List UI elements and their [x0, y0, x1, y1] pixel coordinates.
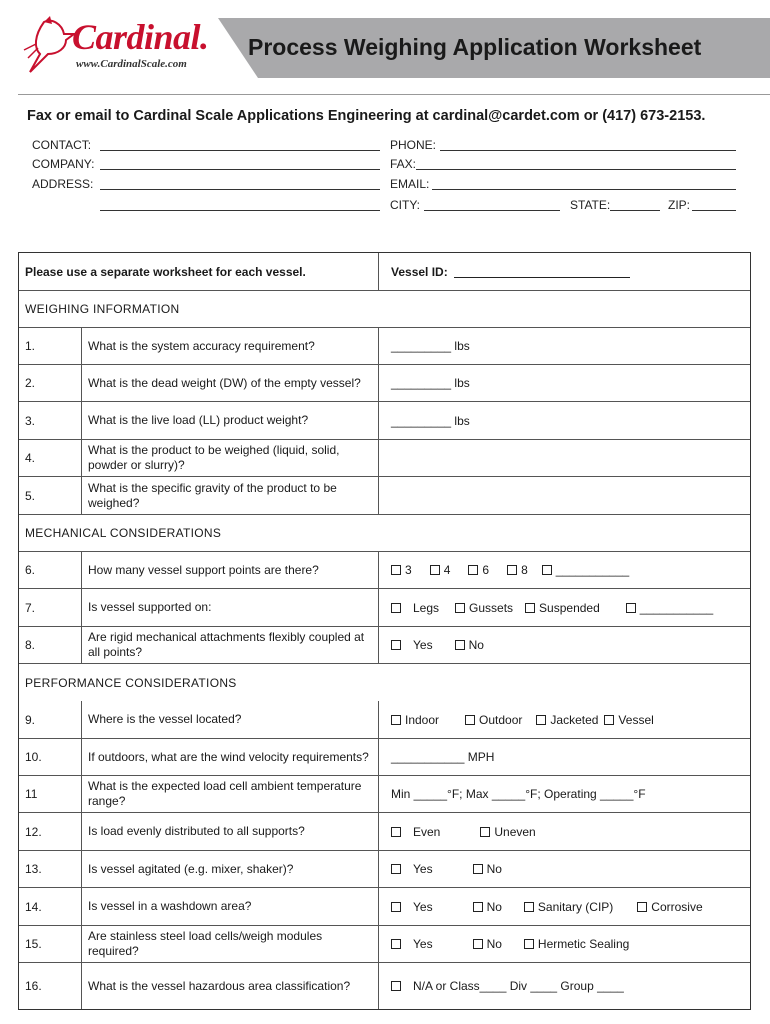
answer-option[interactable] — [391, 638, 433, 652]
question-number: 11 — [19, 776, 82, 812]
question-text: What is the live load (LL) product weight? — [82, 402, 379, 439]
answer-option[interactable] — [626, 601, 713, 615]
answer-cell[interactable] — [379, 926, 750, 962]
answer-option[interactable] — [637, 900, 702, 914]
question-row — [19, 776, 750, 813]
answer-option-label: 3 — [405, 563, 412, 577]
answer-cell[interactable] — [379, 627, 750, 663]
answer-cell[interactable] — [379, 328, 750, 364]
question-text: How many vessel support points are there? — [82, 552, 379, 588]
fax-label: FAX: — [390, 157, 417, 171]
question-text: Is vessel agitated (e.g. mixer, shaker)? — [82, 851, 379, 887]
answer-option[interactable] — [542, 563, 629, 577]
checkbox-icon[interactable] — [524, 939, 534, 949]
answer-option[interactable] — [473, 862, 502, 876]
answer-cell[interactable] — [379, 365, 750, 401]
contact-label: CONTACT: — [32, 138, 92, 152]
email-label: EMAIL: — [390, 177, 430, 191]
answer-option-label: Uneven — [494, 824, 536, 839]
answer-option[interactable] — [468, 563, 489, 577]
checkbox-icon[interactable] — [480, 827, 490, 837]
question-number: 2. — [19, 365, 82, 401]
answer-option-label: No — [468, 638, 484, 652]
answer-option-label: Outdoor — [479, 712, 523, 727]
zip-label: ZIP: — [668, 198, 691, 212]
answer-cell[interactable] — [379, 963, 750, 1009]
question-number: 12. — [19, 813, 82, 850]
question-text: Are stainless steel load cells/weigh modules required? — [82, 926, 379, 962]
question-text: If outdoors, what are the wind velocity requirements? — [82, 739, 379, 775]
question-text: Where is the vessel located? — [82, 701, 379, 738]
question-text: Is vessel supported on: — [82, 589, 379, 626]
section-weighing-information: WEIGHING INFORMATION — [19, 291, 750, 328]
question-number: 5. — [19, 477, 82, 514]
checkbox-icon[interactable] — [465, 715, 475, 725]
question-row — [19, 851, 750, 888]
question-row — [19, 589, 750, 627]
answer-option-label: Jacketed — [550, 712, 599, 727]
fax-field[interactable] — [416, 169, 736, 170]
checkbox-icon[interactable] — [626, 603, 636, 613]
question-text: What is the specific gravity of the product to be weighed? — [82, 477, 379, 514]
question-text: Is load evenly distributed to all supports? — [82, 813, 379, 850]
answer-option-label: Suspended — [539, 600, 600, 615]
header-divider — [18, 94, 770, 95]
answer-cell[interactable] — [379, 440, 750, 476]
table-header-row — [19, 253, 750, 291]
question-number: 13. — [19, 851, 82, 887]
answer-option-label: No — [486, 862, 502, 876]
answer-cell[interactable] — [379, 888, 750, 925]
contact-field[interactable] — [100, 150, 380, 151]
question-text: What is the dead weight (DW) of the empty vessel? — [82, 365, 379, 401]
page-title: Process Weighing Application Worksheet — [248, 34, 702, 60]
question-number: 3. — [19, 402, 82, 439]
answer-option[interactable] — [391, 862, 433, 876]
question-row — [19, 926, 750, 963]
answer-option-label: ___________ — [555, 563, 630, 577]
vessel-id-field[interactable] — [454, 266, 630, 278]
answer-option-label: Gussets — [469, 600, 514, 615]
checkbox-icon[interactable] — [455, 603, 465, 613]
answer-option-label: Yes — [413, 937, 433, 951]
checkbox-icon[interactable] — [391, 981, 401, 991]
phone-field[interactable] — [440, 150, 736, 151]
checkbox-icon[interactable] — [391, 902, 401, 912]
question-number: 14. — [19, 888, 82, 925]
answer-option[interactable] — [473, 937, 502, 951]
answer-option-label: 8 — [521, 563, 528, 577]
question-number: 1. — [19, 328, 82, 364]
question-row — [19, 440, 750, 477]
question-text: What is the vessel hazardous area classification? — [82, 963, 379, 1009]
question-number: 15. — [19, 926, 82, 962]
answer-option-label: 4 — [443, 563, 451, 577]
checkbox-icon[interactable] — [430, 565, 440, 575]
question-row — [19, 888, 750, 926]
answer-option[interactable] — [391, 601, 439, 615]
company-field[interactable] — [100, 169, 380, 170]
checkbox-icon[interactable] — [391, 864, 401, 874]
answer-option-label: No — [486, 899, 502, 914]
answer-option-label: Yes — [413, 899, 433, 914]
answer-option[interactable] — [391, 937, 433, 951]
question-row — [19, 402, 750, 440]
answer-cell[interactable] — [379, 402, 750, 439]
vessel-id-label: Vessel ID: — [391, 264, 448, 279]
separate-worksheet-note: Please use a separate worksheet for each vessel. — [19, 253, 379, 290]
answer-option[interactable] — [465, 713, 522, 727]
answer-option[interactable] — [391, 825, 440, 839]
answer-cell[interactable] — [379, 477, 750, 514]
answer-option[interactable] — [391, 979, 624, 993]
answer-option-label: N/A or Class____ Div ____ Group ____ — [413, 979, 624, 993]
question-row — [19, 963, 750, 1009]
question-text: What is the product to be weighed (liquid, solid, powder or slurry)? — [82, 440, 379, 476]
question-row — [19, 365, 750, 402]
answer-option[interactable] — [391, 900, 433, 914]
answer-option-label: Hermetic Sealing — [537, 937, 630, 951]
question-row — [19, 813, 750, 851]
answer-option[interactable] — [391, 713, 439, 727]
answer-option[interactable] — [455, 601, 513, 615]
state-label: STATE: — [570, 198, 611, 212]
question-row — [19, 739, 750, 776]
vessel-id-cell — [379, 253, 750, 290]
checkbox-icon[interactable] — [391, 640, 401, 650]
checkbox-icon[interactable] — [473, 864, 483, 874]
answer-option-label: Corrosive — [651, 899, 703, 914]
question-number: 10. — [19, 739, 82, 775]
answer-text[interactable]: Min _____°F; Max _____°F; Operating _____°F — [391, 787, 646, 801]
address-label: ADDRESS: — [32, 177, 94, 191]
question-number: 4. — [19, 440, 82, 476]
question-number: 9. — [19, 701, 82, 738]
phone-label: PHONE: — [390, 138, 437, 152]
question-row — [19, 477, 750, 515]
question-number: 6. — [19, 552, 82, 588]
answer-option-label: No — [486, 937, 502, 951]
answer-option[interactable] — [604, 713, 653, 727]
checkbox-icon[interactable] — [637, 902, 647, 912]
answer-option[interactable] — [455, 638, 484, 652]
checkbox-icon[interactable] — [473, 939, 483, 949]
answer-option[interactable] — [524, 937, 629, 951]
submission-instructions: Fax or email to Cardinal Scale Applications Engineering at cardinal@cardet.com or (417) 673-2153. — [27, 108, 706, 124]
checkbox-icon[interactable] — [468, 565, 478, 575]
section-mechanical-considerations: MECHANICAL CONSIDERATIONS — [19, 515, 750, 552]
answer-option-label: Sanitary (CIP) — [537, 899, 614, 914]
city-label: CITY: — [390, 198, 421, 212]
answer-option[interactable] — [473, 900, 502, 914]
logo-website-link[interactable]: www.CardinalScale.com — [76, 58, 187, 70]
answer-option-label: Even — [413, 824, 441, 839]
answer-text[interactable]: _________ lbs — [391, 339, 470, 353]
checkbox-icon[interactable] — [391, 603, 401, 613]
question-text: What is the system accuracy requirement? — [82, 328, 379, 364]
answer-option-label: Indoor — [405, 712, 440, 727]
answer-cell[interactable] — [379, 813, 750, 850]
answer-option[interactable] — [430, 563, 451, 577]
cardinal-logo — [22, 14, 222, 76]
answer-option[interactable] — [480, 825, 535, 839]
answer-cell[interactable] — [379, 851, 750, 887]
answer-option[interactable] — [524, 900, 613, 914]
checkbox-icon[interactable] — [473, 902, 483, 912]
answer-option-label: Vessel — [618, 712, 654, 727]
zip-field[interactable] — [692, 210, 736, 211]
question-number: 8. — [19, 627, 82, 663]
checkbox-icon[interactable] — [391, 565, 401, 575]
answer-option-label: ___________ — [639, 600, 714, 615]
checkbox-icon[interactable] — [524, 902, 534, 912]
answer-cell[interactable] — [379, 739, 750, 775]
checkbox-icon[interactable] — [507, 565, 517, 575]
answer-cell[interactable] — [379, 589, 750, 626]
checkbox-icon[interactable] — [536, 715, 546, 725]
checkbox-icon[interactable] — [391, 939, 401, 949]
checkbox-icon[interactable] — [391, 827, 401, 837]
section-performance-considerations: PERFORMANCE CONSIDERATIONS — [25, 675, 237, 690]
answer-text[interactable]: _________ lbs — [391, 376, 470, 390]
address-field[interactable] — [100, 189, 380, 190]
question-row — [19, 627, 750, 664]
question-row — [19, 701, 750, 739]
question-row — [19, 328, 750, 365]
answer-option[interactable] — [507, 563, 528, 577]
answer-option[interactable] — [391, 563, 412, 577]
answer-option[interactable] — [525, 601, 600, 615]
checkbox-icon[interactable] — [542, 565, 552, 575]
question-number: 16. — [19, 963, 82, 1009]
answer-cell[interactable] — [379, 776, 750, 812]
email-field[interactable] — [432, 189, 736, 190]
answer-cell[interactable] — [379, 701, 750, 738]
company-label: COMPANY: — [32, 157, 95, 171]
address-field-line-2[interactable] — [100, 210, 380, 211]
city-field[interactable] — [424, 210, 560, 211]
answer-option-label: Yes — [413, 638, 433, 652]
checkbox-icon[interactable] — [604, 715, 614, 725]
checkbox-icon[interactable] — [525, 603, 535, 613]
checkbox-icon[interactable] — [391, 715, 401, 725]
answer-cell[interactable] — [379, 552, 750, 588]
question-text: Are rigid mechanical attachments flexibly coupled at all points? — [82, 627, 379, 663]
answer-option[interactable] — [536, 713, 598, 727]
worksheet-table — [18, 252, 751, 1010]
answer-option-label: Yes — [413, 862, 433, 876]
question-number: 7. — [19, 589, 82, 626]
question-text: What is the expected load cell ambient temperature range? — [82, 776, 379, 812]
answer-option-label: 6 — [482, 563, 490, 577]
answer-text[interactable]: ___________ MPH — [391, 750, 495, 764]
question-text: Is vessel in a washdown area? — [82, 888, 379, 925]
logo-wordmark: Cardinal. — [72, 17, 209, 57]
answer-option-label: Legs — [413, 600, 440, 615]
question-row — [19, 552, 750, 589]
checkbox-icon[interactable] — [455, 640, 465, 650]
answer-text[interactable]: _________ lbs — [391, 413, 470, 428]
state-field[interactable] — [610, 210, 660, 211]
